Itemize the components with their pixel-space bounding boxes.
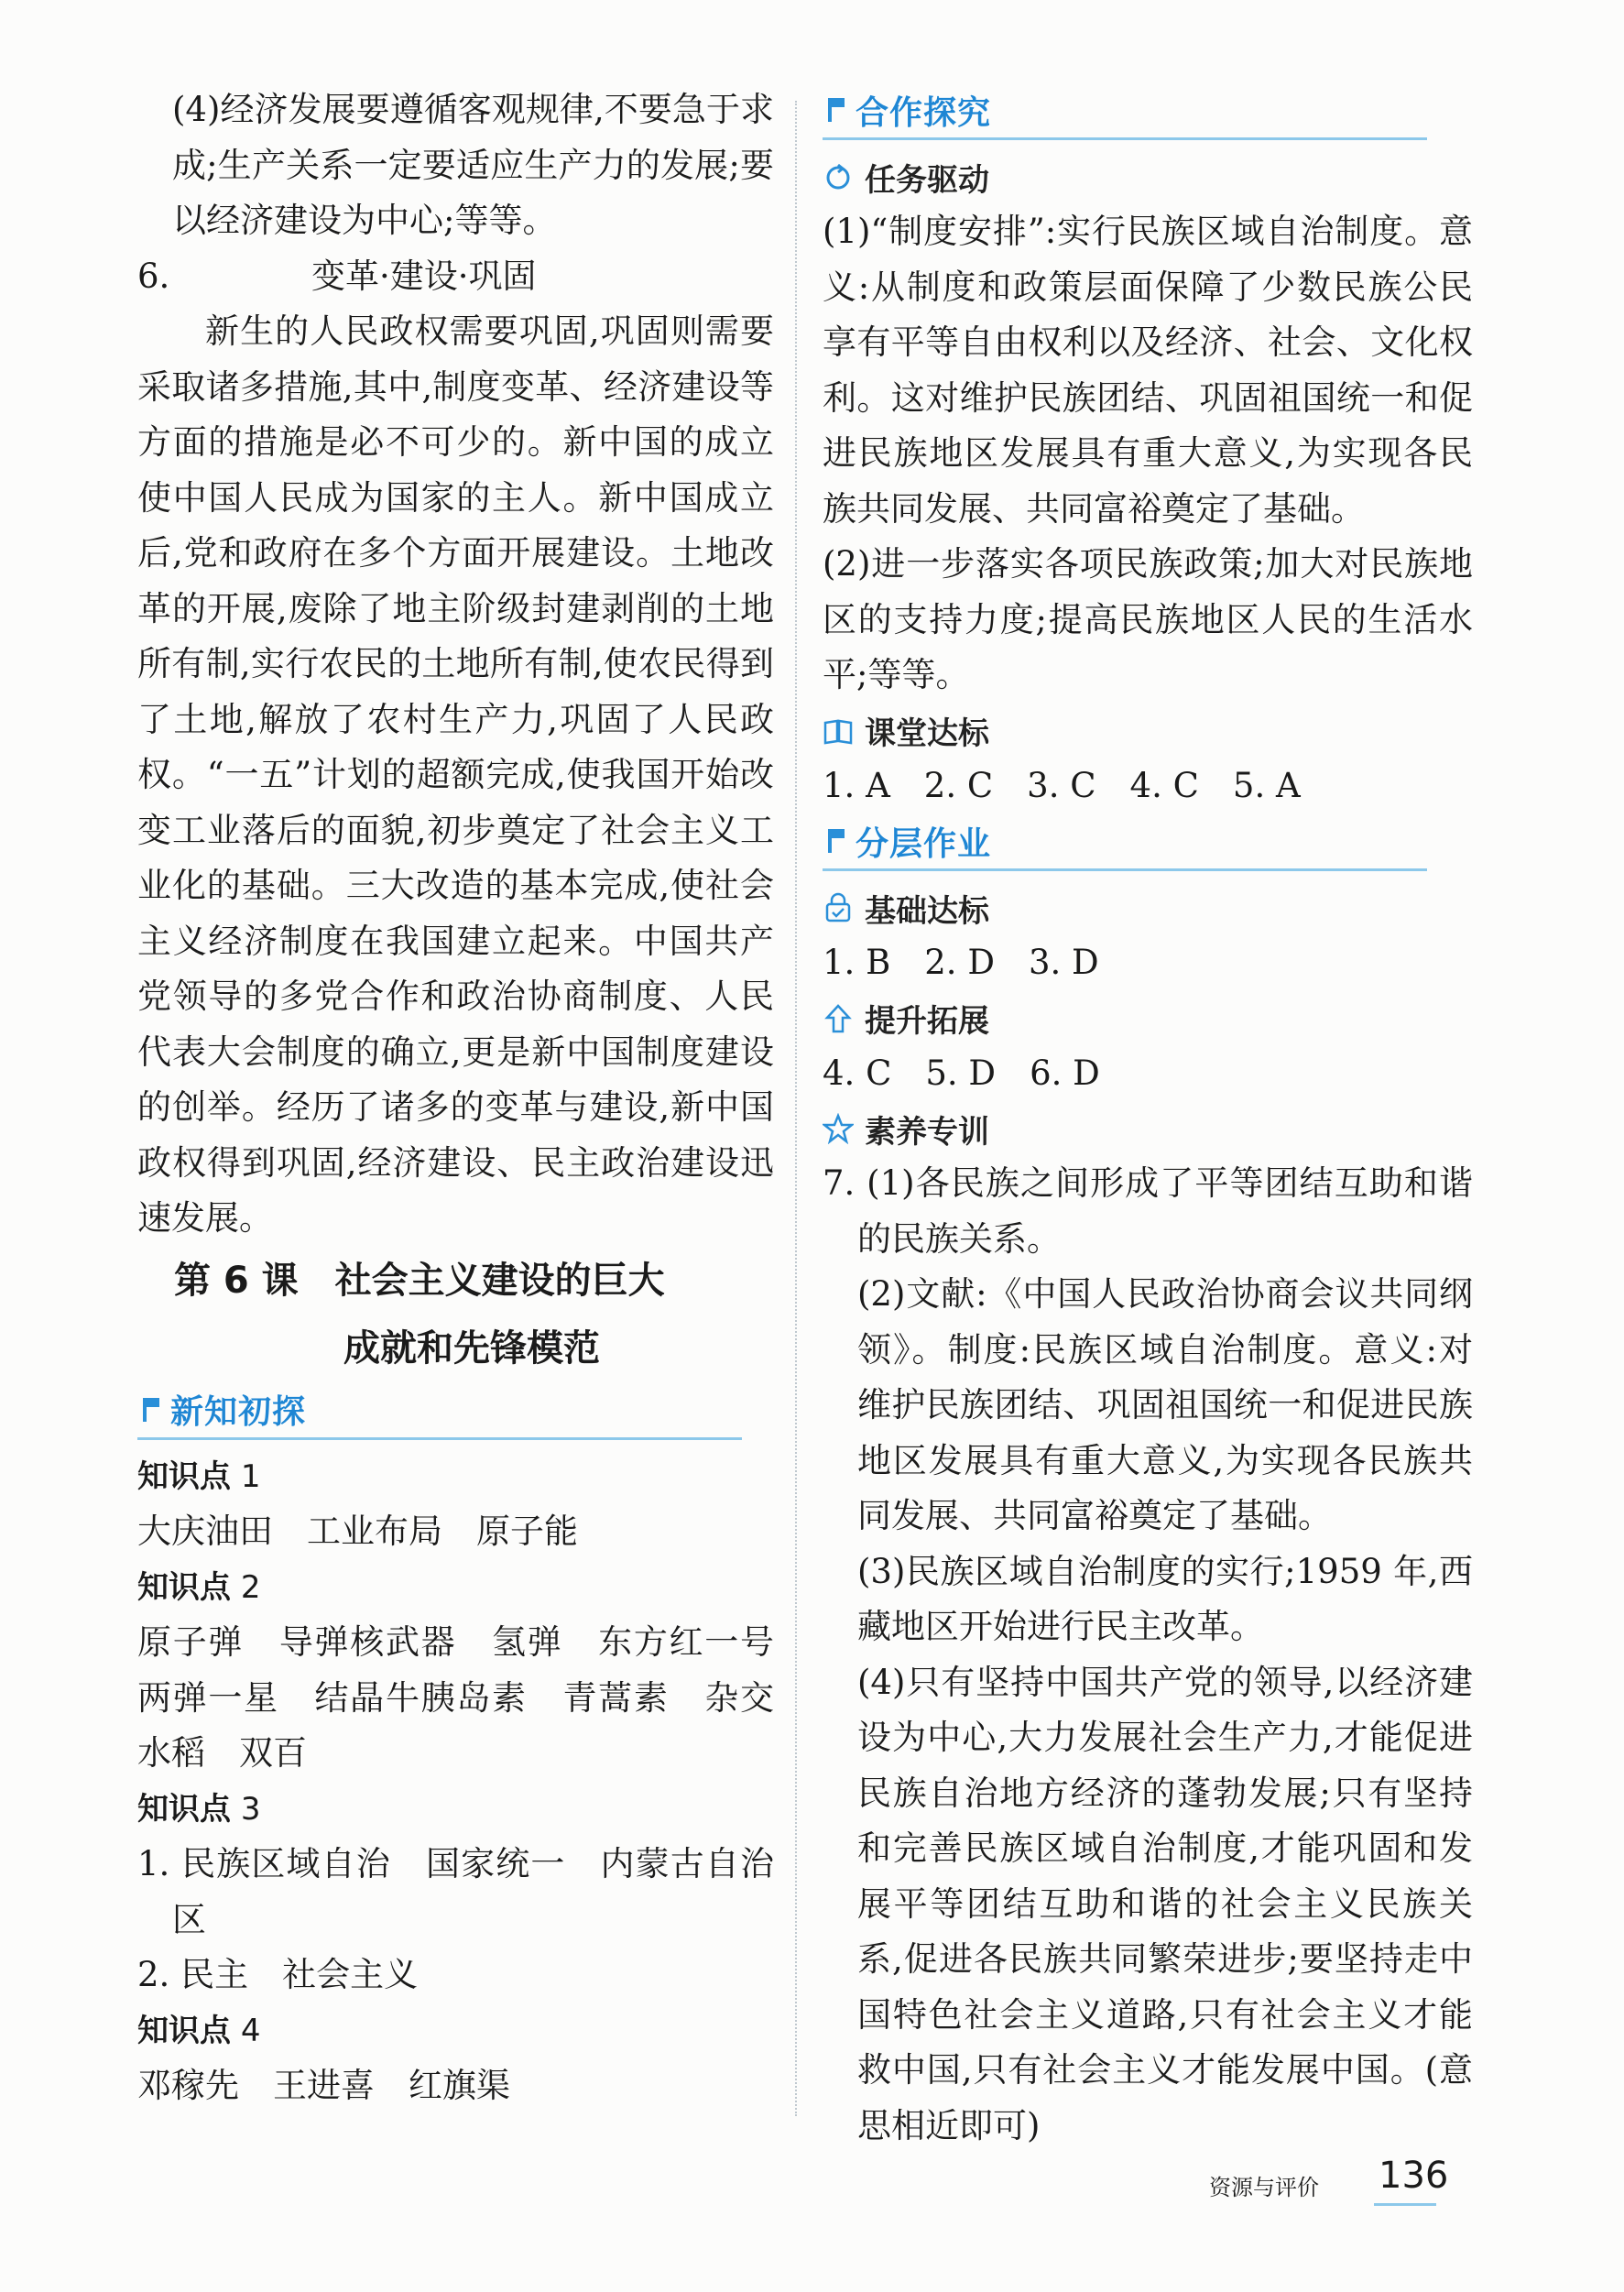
question-6-number: 6. (137, 256, 170, 296)
book-icon (823, 715, 854, 747)
right-column (823, 82, 1473, 2154)
page-number: 136 (1379, 2155, 1449, 2197)
question-7-part-2: (2)文献:《中国人民政治协商会议共同纲领》。制度:民族区域自治制度。意义:对维护民族团结、巩固祖国统一和促进民族地区发展具有重大意义,为实现各民族共同发展、共同富裕奠定了基础。 (857, 1274, 1473, 1535)
knowledge-point-2-label: 知识点 2 (137, 1568, 261, 1606)
knowledge-point-4-answer: 邓稼先 王进喜 红旗渠 (137, 2066, 510, 2105)
question-6-title: 变革·建设·巩固 (311, 256, 537, 296)
lesson-title-line1: 第 6 课 社会主义建设的巨大 (174, 1259, 665, 1302)
up-arrow-icon (823, 1003, 854, 1034)
page-number-underline (1374, 2203, 1436, 2206)
section-header-hezuo (823, 82, 1427, 140)
subheading-jichu: 基础达标 (823, 880, 1473, 935)
section-title: 新知初探 (170, 1393, 307, 1431)
knowledge-point-2-answer: 原子弹 导弹核武器 氢弹 东方红一号 两弹一星 结晶牛胰岛素 青蒿素 杂交水稻 双百 (137, 1622, 808, 1773)
knowledge-point-1-answer: 大庆油田 工业布局 原子能 (137, 1512, 578, 1551)
subheading-ketang: 课堂达标 (823, 704, 1473, 759)
subheading-suyang: 素养专训 (823, 1101, 1473, 1156)
knowledge-point-4-label: 知识点 4 (137, 2012, 261, 2049)
class-answers: 1. A 2. C 3. C 4. C 5. A (823, 765, 1301, 805)
gear-cycle-icon (823, 161, 854, 192)
footer-label: 资源与评价 (1209, 2175, 1319, 2200)
question-6-heading (137, 249, 774, 305)
section-header-fenceng (823, 813, 1427, 871)
section-header-xinzhi (137, 1382, 742, 1440)
question-7-part-4: (4)只有坚持中国共产党的领导,以经济建设为中心,大力发展社会生产力,才能促进民族自治地方经济的蓬勃发展;只有坚持和完善民族区域自治制度,才能巩固和发展平等团结互助和谐的社会主义民族关系,促进各民族共同繁荣进步;要坚持走中国特色社会主义道路,只有社会主义才能救中国,只有社会主义才能发展中国。(意思相近即可) (857, 1662, 1473, 2145)
subheading-renwu: 任务驱动 (823, 149, 1473, 204)
flag-icon (823, 827, 848, 855)
lock-check-icon (823, 892, 854, 923)
advanced-answers: 4. C 5. D 6. D (823, 1053, 1100, 1093)
left-column (137, 82, 808, 2114)
knowledge-point-3-label: 知识点 3 (137, 1790, 261, 1828)
knowledge-point-1-label: 知识点 1 (137, 1457, 261, 1495)
subheading-tisheng: 提升拓展 (823, 991, 1473, 1046)
task-answer-1: (1)“制度安排”:实行民族区域自治制度。意义:从制度和政策层面保障了少数民族公民享有平等自由权利以及经济、社会、文化权利。这对维护民族团结、巩固祖国统一和促进民族地区发展具有重大意义,为实现各民族共同发展、共同富裕奠定了基础。 (823, 212, 1473, 529)
basic-answers: 1. B 2. D 3. D (823, 943, 1099, 982)
question-7-part-3: (3)民族区域自治制度的实行;1959 年,西藏地区开始进行民主改革。 (857, 1551, 1473, 1646)
flag-icon (823, 96, 848, 124)
question-7-part-1: 7. (1)各民族之间形成了平等团结互助和谐的民族关系。 (823, 1163, 1473, 1259)
star-icon (823, 1113, 854, 1144)
section-title: 合作探究 (856, 93, 992, 132)
answer-4-continued: (4)经济发展要遵循客观规律,不要急于求成;生产关系一定要适应生产力的发展;要以经济建设为中心;等等。 (172, 90, 774, 240)
lesson-title-line2: 成就和先锋模范 (343, 1326, 600, 1370)
task-answer-2: (2)进一步落实各项民族政策;加大对民族地区的支持力度;提高民族地区人民的生活水平;等等。 (823, 544, 1473, 694)
question-6-essay: 新生的人民政权需要巩固,巩固则需要采取诸多措施,其中,制度变革、经济建设等方面的措施是必不可少的。新中国的成立使中国人民成为国家的主人。新中国成立后,党和政府在多个方面开展建设。土地改革的开展,废除了地主阶级封建剥削的土地所有制,实行农民的土地所有制,使农民得到了土地,解放了农村生产力,巩固了人民政权。“一五”计划的超额完成,使我国开始改变工业落后的面貌,初步奠定了社会主义工业化的基础。三大改造的基本完成,使社会主义经济制度在我国建立起来。中国共产党领导的多党合作和政治协商制度、人民代表大会制度的确立,更是新中国制度建设的创举。经历了诸多的变革与建设,新中国政权得到巩固,经济建设、民主政治建设迅速发展。 (137, 311, 774, 1238)
knowledge-point-3-item-1: 1. 民族区域自治 国家统一 内蒙古自治区 (137, 1844, 774, 1939)
flag-icon (137, 1396, 163, 1424)
knowledge-point-3-item-2: 2. 民主 社会主义 (137, 1955, 419, 1994)
column-divider (795, 101, 797, 2116)
section-title: 分层作业 (856, 824, 992, 863)
